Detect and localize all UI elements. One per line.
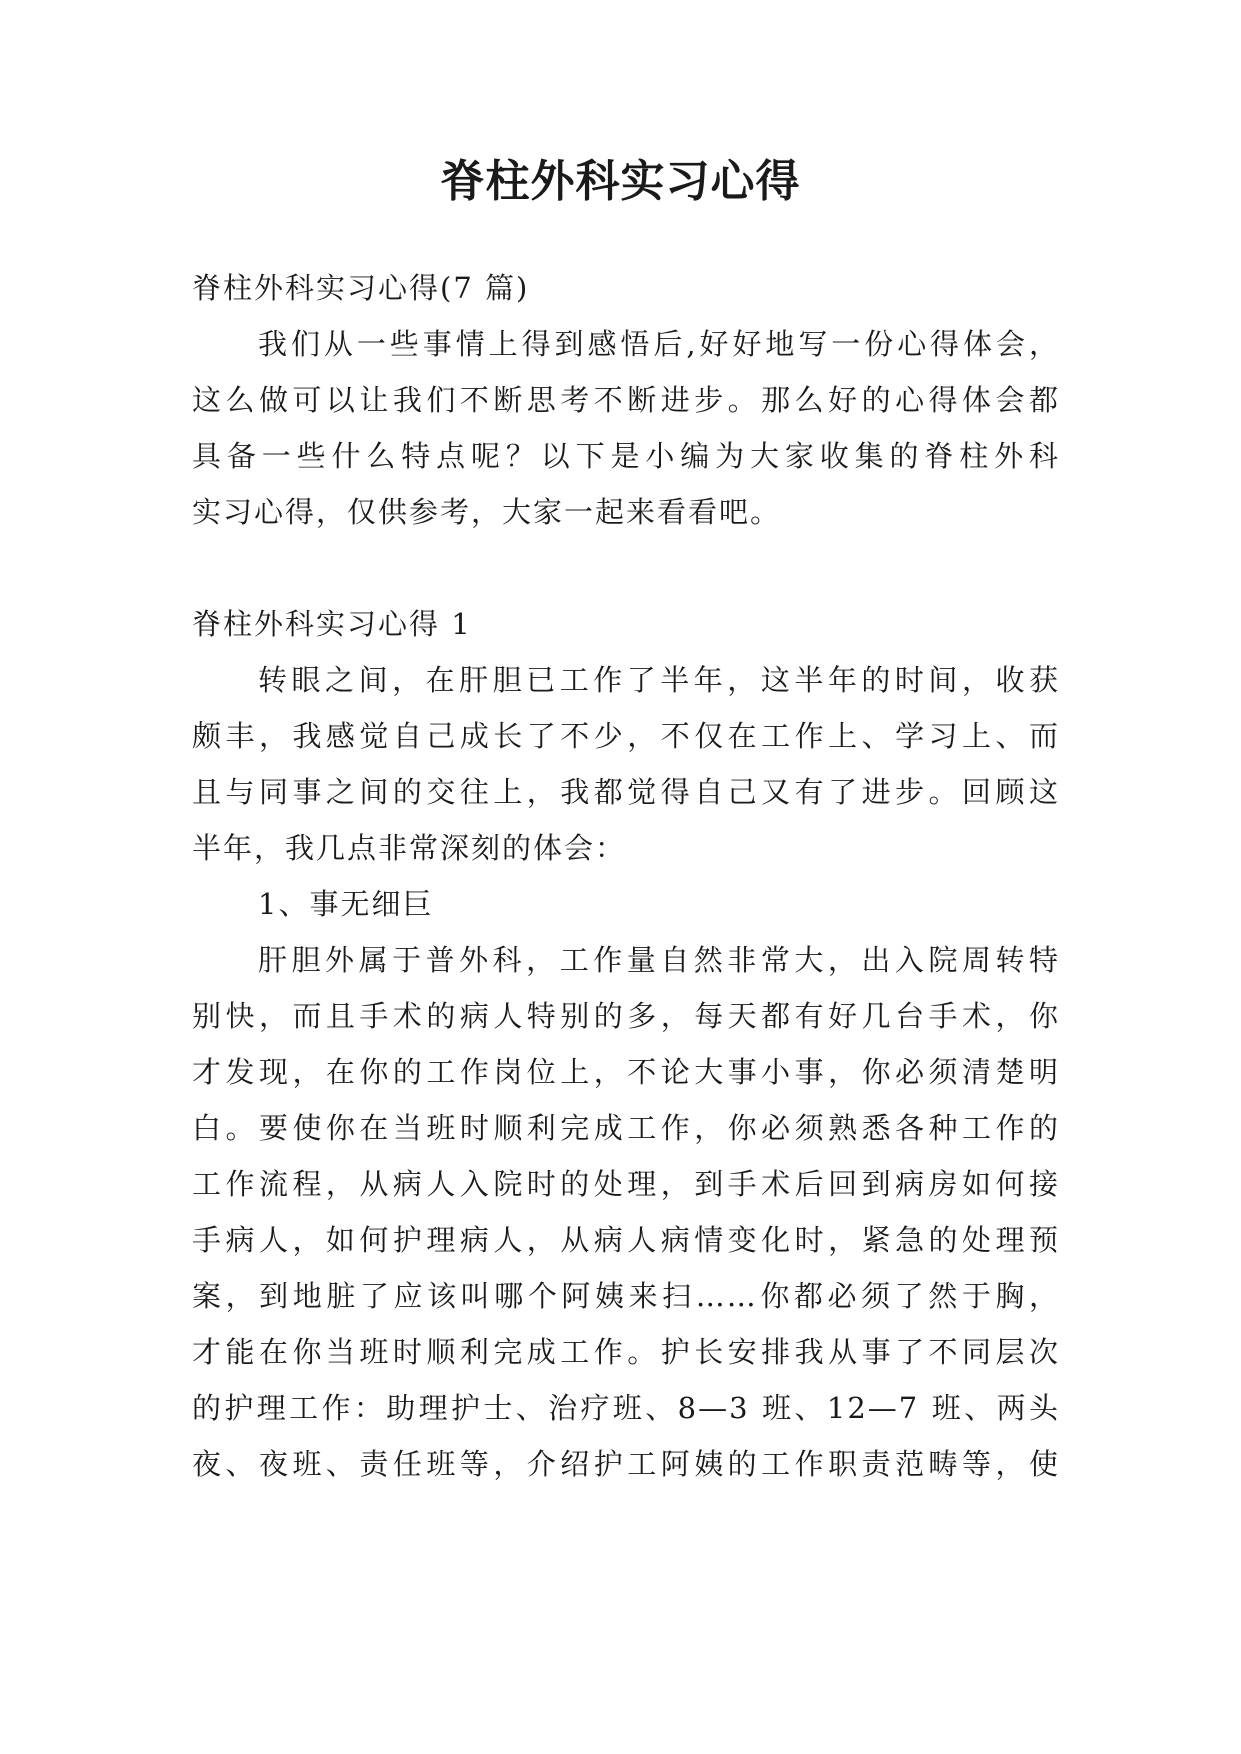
paragraph-line: 颇丰，我感觉自己成长了不少，不仅在工作上、学习上、而 (192, 719, 1060, 753)
paragraph-line: 案，到地脏了应该叫哪个阿姨来扫……你都必须了然于胸， (192, 1279, 1060, 1313)
paragraph-line: 手病人，如何护理病人，从病人病情变化时，紧急的处理预 (192, 1223, 1060, 1257)
paragraph-line: 且与同事之间的交往上，我都觉得自己又有了进步。回顾这 (192, 775, 1060, 809)
paragraph-line: 白。要使你在当班时顺利完成工作，你必须熟悉各种工作的 (192, 1111, 1060, 1145)
paragraph-line: 夜、夜班、责任班等，介绍护工阿姨的工作职责范畴等，使 (192, 1447, 1060, 1481)
paragraph-line: 肝胆外属于普外科，工作量自然非常大，出入院周转特 (258, 943, 1060, 977)
intro-line: 实习心得，仅供参考，大家一起来看看吧。 (192, 495, 782, 529)
paragraph-line: 转眼之间，在肝胆已工作了半年，这半年的时间，收获 (258, 663, 1060, 697)
paragraph-line: 的护理工作：助理护士、治疗班、8—3 班、12—7 班、两头 (192, 1391, 1060, 1425)
paragraph-line: 才能在你当班时顺利完成工作。护长安排我从事了不同层次 (192, 1335, 1060, 1369)
paragraph-gap (192, 540, 1060, 596)
intro-line: 具备一些什么特点呢？以下是小编为大家收集的脊柱外科 (192, 439, 1060, 473)
paragraph-line: 才发现，在你的工作岗位上，不论大事小事，你必须清楚明 (192, 1055, 1060, 1089)
document-title: 脊柱外科实习心得 (440, 156, 801, 207)
document-subtitle: 脊柱外科实习心得(7 篇) (192, 271, 530, 305)
paragraph-line: 半年，我几点非常深刻的体会： (192, 831, 627, 865)
document-body (192, 260, 1060, 1492)
intro-line: 我们从一些事情上得到感悟后,好好地写一份心得体会， (258, 327, 1060, 361)
paragraph-line: 别快，而且手术的病人特别的多，每天都有好几台手术，你 (192, 999, 1060, 1033)
paragraph-line: 工作流程，从病人入院时的处理，到手术后回到病房如何接 (192, 1167, 1060, 1201)
intro-line: 这么做可以让我们不断思考不断进步。那么好的心得体会都 (192, 383, 1060, 417)
section-heading: 脊柱外科实习心得 1 (192, 607, 472, 641)
point-heading: 1、事无细巨 (258, 887, 434, 921)
